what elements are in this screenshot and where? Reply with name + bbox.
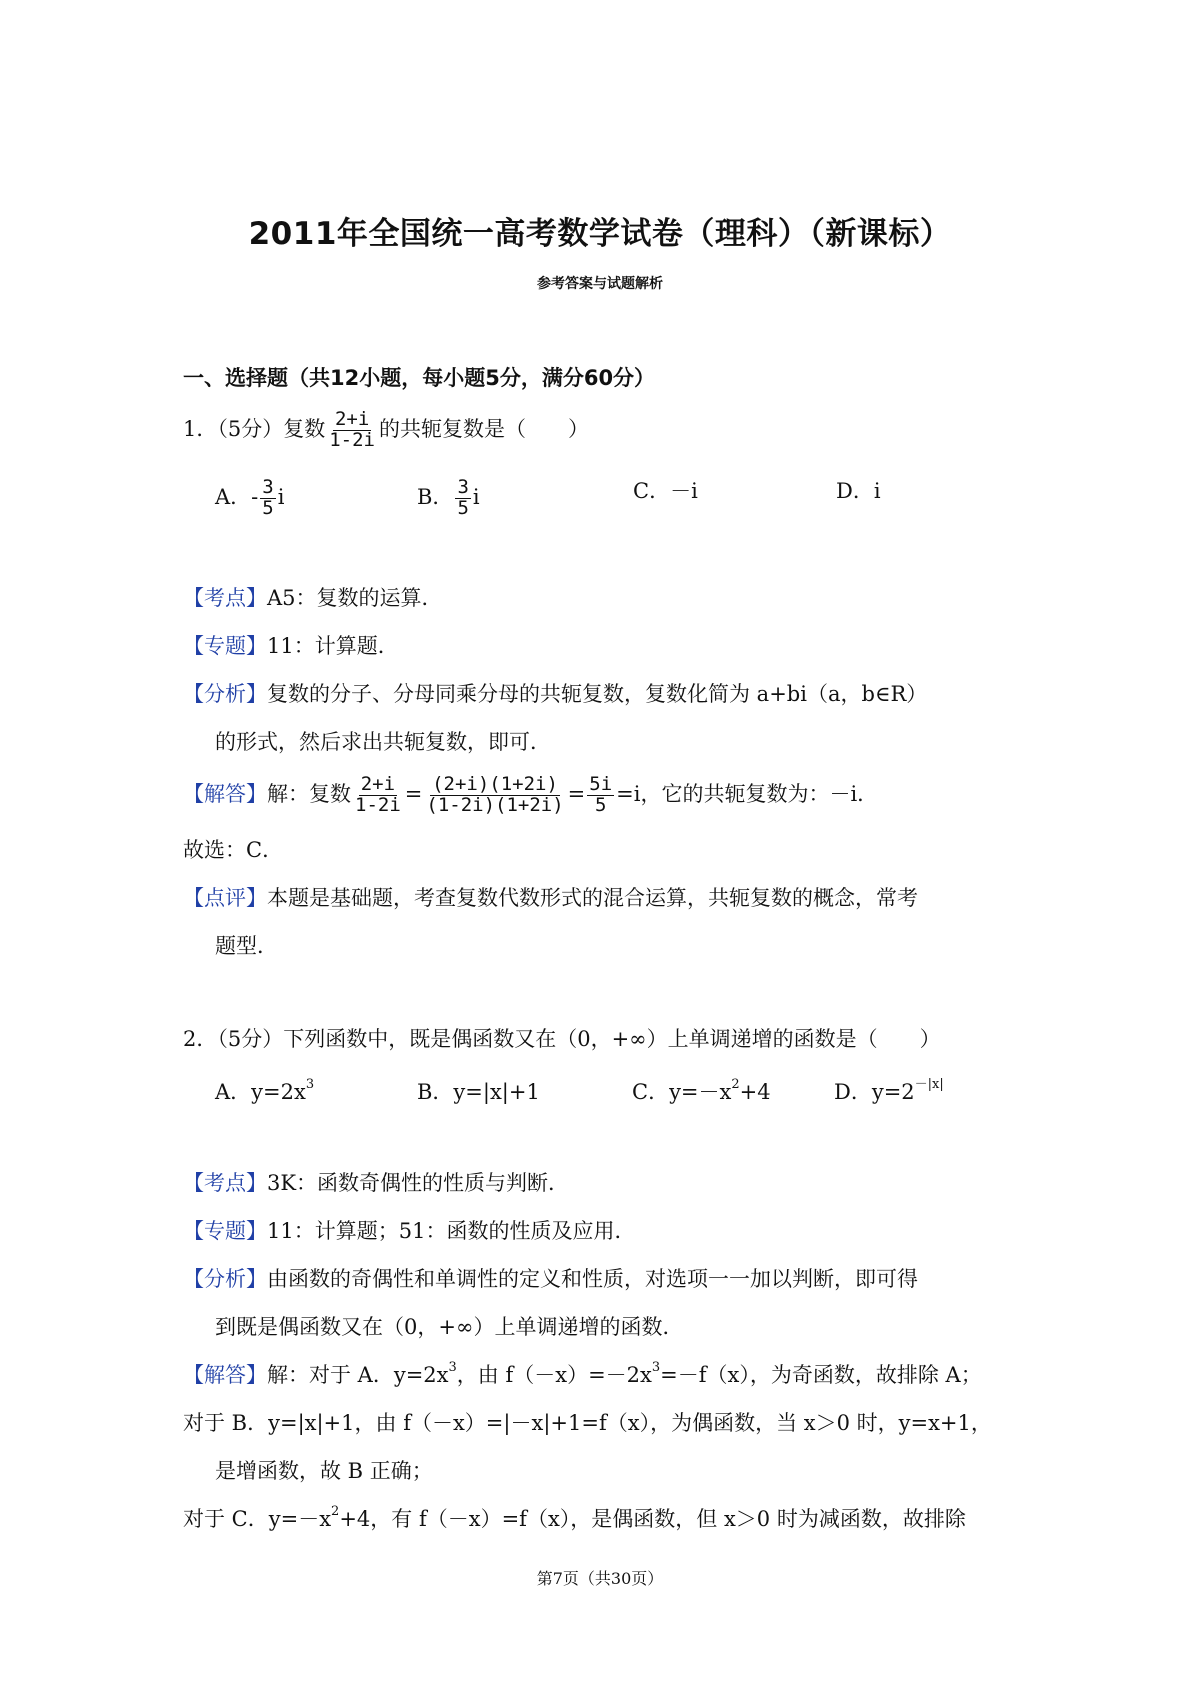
q1-dianping-text-2: 题型． — [215, 934, 278, 958]
q1-option-a-den: 5 — [262, 496, 274, 519]
q2-jieda-1a: 解：对于 A．y=2x — [267, 1363, 449, 1387]
section-heading: 一、选择题（共12小题，每小题5分，满分60分） — [183, 366, 656, 390]
q1-frac-num: 2+i — [334, 408, 370, 430]
q2-stem: 2．（5分）下列函数中，既是偶函数又在（0，+∞）上单调递增的函数是（ ） — [183, 1027, 941, 1051]
q1-jieda-frac-1-den: 1-2i — [355, 793, 401, 816]
q1-jieda — [183, 775, 878, 816]
q2-option-a-sup: 3 — [305, 1077, 315, 1092]
page-subtitle: 参考答案与试题解析 — [537, 276, 663, 292]
q1-fraction — [327, 410, 377, 451]
q1-kaodian-tag: 【考点】 — [183, 586, 267, 610]
q2-zhuanti — [183, 1221, 635, 1242]
q2-jieda-4b: +4，有 f（－x）=f（x），是偶函数，但 x＞0 时为减函数，故排除 — [339, 1507, 966, 1531]
q1-option-a — [215, 478, 284, 519]
q1-dianping-text-1: 本题是基础题，考查复数代数形式的混合运算，共轭复数的概念，常考 — [267, 886, 918, 910]
q1-option-a-num: 3 — [262, 476, 274, 498]
q2-jieda-line-3: 是增函数，故 B 正确； — [215, 1459, 433, 1483]
q1-jieda-frac-3-den: 5 — [594, 793, 607, 816]
q2-option-c-tail: +4 — [739, 1080, 771, 1104]
q2-option-d-text: D．y=2 — [834, 1080, 915, 1104]
q2-jieda-1c: =－f（x），为奇函数，故排除 A； — [660, 1363, 982, 1387]
q1-option-b-den: 5 — [457, 496, 469, 519]
page-footer: 第7页（共30页） — [536, 1569, 664, 1588]
q1-jieda-prefix: 解：复数 — [267, 781, 351, 806]
q1-kaodian — [183, 588, 443, 609]
q2-option-c — [632, 1077, 771, 1104]
q2-jieda-1b: ，由 f（－x）=－2x — [456, 1363, 652, 1387]
q1-option-b-i: i — [472, 484, 480, 509]
q2-option-d-sup: －|x| — [914, 1077, 944, 1092]
q2-jieda-line-2: 对于 B．y=|x|+1，由 f（－x）=|－x|+1=f（x），为偶函数，当 x＞0 时，y=x+1， — [183, 1411, 992, 1435]
q1-suffix: 的共轭复数是（ ） — [379, 416, 589, 441]
q2-option-b: B．y=|x|+1 — [417, 1080, 540, 1104]
q1-option-b-label: B． — [417, 484, 454, 509]
q1-option-a-sign: - — [251, 484, 259, 509]
q1-jieda-frac-1 — [353, 775, 403, 816]
q1-zhuanti-tag: 【专题】 — [183, 634, 267, 658]
q2-fenxi-text-1: 由函数的奇偶性和单调性的定义和性质，对选项一一加以判断，即可得 — [267, 1267, 918, 1291]
q1-zhuanti-text: 11：计算题． — [267, 634, 399, 658]
q2-jieda-tag: 【解答】 — [183, 1363, 267, 1387]
q1-option-b — [417, 478, 480, 519]
q2-jieda — [183, 1360, 982, 1387]
q1-prefix: 1．（5分）复数 — [183, 416, 326, 441]
q2-kaodian — [183, 1173, 569, 1194]
q1-jieda-frac-2 — [424, 775, 565, 816]
q1-kaodian-text: A5：复数的运算． — [267, 586, 443, 610]
q2-jieda-4a: 对于 C．y=－x — [183, 1507, 332, 1531]
q1-jieda-frac-2-den: (1-2i)(1+2i) — [426, 793, 564, 816]
q1-fenxi-text-2: 的形式，然后求出共轭复数，即可． — [215, 730, 551, 754]
q2-option-d — [834, 1077, 944, 1104]
q2-option-c-text: C．y=－x — [632, 1080, 732, 1104]
q2-kaodian-text: 3K：函数奇偶性的性质与判断． — [267, 1171, 570, 1195]
q1-jieda-frac-3 — [587, 775, 614, 816]
q2-zhuanti-text: 11：计算题；51：函数的性质及应用． — [267, 1219, 636, 1243]
q2-jieda-1-sup1: 3 — [448, 1360, 457, 1375]
q1-option-a-i: i — [277, 484, 285, 509]
q1-option-b-num: 3 — [457, 476, 469, 498]
q1-jieda-eq-2: = — [567, 781, 586, 806]
q1-stem — [183, 410, 589, 451]
q2-jieda-1-sup2: 3 — [651, 1360, 661, 1375]
q1-option-c: C．－i — [633, 479, 698, 503]
q2-jieda-line-4 — [183, 1504, 966, 1531]
q2-fenxi-text-2: 到既是偶函数又在（0，+∞）上单调递增的函数． — [215, 1315, 684, 1339]
q1-jieda-eq-1: = — [404, 781, 423, 806]
q1-fenxi — [183, 684, 927, 705]
q1-fenxi-tag: 【分析】 — [183, 682, 267, 706]
q1-dianping — [183, 888, 918, 909]
q1-jieda-frac-1-num: 2+i — [360, 773, 396, 795]
q1-frac-den: 1-2i — [329, 428, 375, 451]
q1-option-a-label: A． — [215, 484, 252, 509]
q1-dianping-tag: 【点评】 — [183, 886, 267, 910]
q2-zhuanti-tag: 【专题】 — [183, 1219, 267, 1243]
q2-jieda-4-sup: 2 — [331, 1504, 340, 1519]
page-title: 2011年全国统一高考数学试卷（理科）（新课标） — [248, 216, 952, 252]
q2-kaodian-tag: 【考点】 — [183, 1171, 267, 1195]
q2-option-a-text: A．y=2x — [215, 1080, 306, 1104]
q1-jieda-frac-3-num: 5i — [589, 773, 613, 795]
q1-option-d: D．i — [836, 479, 881, 503]
q1-zhuanti — [183, 636, 399, 657]
q1-jieda-tag: 【解答】 — [183, 781, 267, 806]
q1-fenxi-text-1: 复数的分子、分母同乘分母的共轭复数，复数化简为 a+bi（a，b∈R） — [267, 682, 928, 706]
q2-option-c-sup: 2 — [731, 1077, 740, 1092]
q1-guxuan: 故选：C． — [183, 838, 284, 862]
q2-option-a — [215, 1077, 315, 1104]
q1-option-a-fraction — [260, 478, 275, 519]
q2-fenxi-tag: 【分析】 — [183, 1267, 267, 1291]
q1-jieda-frac-2-num: (2+i)(1+2i) — [432, 773, 558, 795]
q1-jieda-suffix: =i，它的共轭复数为：－i． — [616, 781, 879, 806]
q2-fenxi — [183, 1269, 918, 1290]
q1-option-b-fraction — [455, 478, 470, 519]
